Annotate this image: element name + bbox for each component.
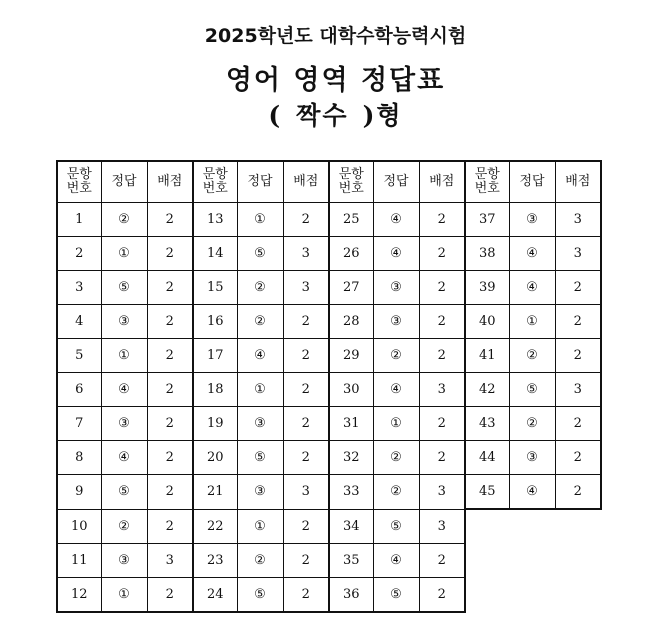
answer-cell: ② — [373, 441, 419, 475]
points-cell: 2 — [147, 577, 193, 612]
question-number-cell: 20 — [193, 441, 237, 475]
answer-cell: ④ — [373, 373, 419, 407]
question-number-cell: 1 — [57, 203, 101, 237]
table-row — [57, 441, 601, 475]
form-type-label — [0, 96, 671, 132]
answer-key-table — [56, 160, 602, 613]
table-row — [57, 203, 601, 237]
empty-cell — [509, 509, 555, 543]
points-cell: 3 — [147, 543, 193, 577]
question-number-cell: 34 — [329, 509, 373, 543]
answer-cell: ② — [101, 203, 147, 237]
empty-cell — [465, 577, 509, 612]
points-cell: 2 — [147, 475, 193, 510]
answer-cell: ② — [373, 339, 419, 373]
points-cell: 2 — [147, 509, 193, 543]
points-cell: 2 — [419, 305, 465, 339]
points-cell: 2 — [555, 407, 601, 441]
question-number-cell: 30 — [329, 373, 373, 407]
answer-cell: ⑤ — [237, 237, 283, 271]
points-cell: 2 — [555, 271, 601, 305]
answer-cell: ② — [237, 543, 283, 577]
answer-cell: ④ — [509, 271, 555, 305]
question-number-cell: 22 — [193, 509, 237, 543]
answer-cell: ⑤ — [237, 441, 283, 475]
table-body — [57, 203, 601, 612]
answer-cell: ④ — [373, 203, 419, 237]
points-cell: 2 — [283, 203, 329, 237]
points-cell: 2 — [147, 441, 193, 475]
points-cell: 3 — [283, 271, 329, 305]
points-cell: 2 — [283, 441, 329, 475]
empty-cell — [509, 543, 555, 577]
question-number-cell: 2 — [57, 237, 101, 271]
question-number-cell: 4 — [57, 305, 101, 339]
subject-title: 영어 영역 정답표 — [225, 65, 446, 96]
question-number-cell: 45 — [465, 475, 509, 510]
answer-cell: ⑤ — [101, 271, 147, 305]
answer-cell: ⑤ — [373, 577, 419, 612]
answer-cell: ② — [509, 407, 555, 441]
points-cell: 3 — [419, 373, 465, 407]
answer-cell: ② — [237, 305, 283, 339]
form-close-paren: )형 — [362, 101, 403, 130]
points-cell: 3 — [555, 237, 601, 271]
question-number-cell: 12 — [57, 577, 101, 612]
header-question-number — [193, 161, 237, 203]
points-cell: 2 — [419, 543, 465, 577]
table-row — [57, 509, 601, 543]
answer-cell: ④ — [509, 475, 555, 510]
points-cell: 2 — [147, 407, 193, 441]
table-row — [57, 373, 601, 407]
header-points: 배점 — [555, 161, 601, 203]
answer-cell: ① — [237, 203, 283, 237]
points-cell: 2 — [147, 373, 193, 407]
table-row — [57, 237, 601, 271]
empty-cell — [509, 577, 555, 612]
question-number-cell: 44 — [465, 441, 509, 475]
question-number-cell: 15 — [193, 271, 237, 305]
question-number-cell: 43 — [465, 407, 509, 441]
points-cell: 2 — [419, 271, 465, 305]
form-parity: 짝수 — [296, 101, 349, 130]
points-cell: 3 — [283, 475, 329, 510]
header-question-number-line1: 문항 — [202, 167, 228, 182]
answer-cell: ① — [237, 509, 283, 543]
empty-cell — [555, 509, 601, 543]
question-number-cell: 11 — [57, 543, 101, 577]
points-cell: 2 — [147, 237, 193, 271]
question-number-cell: 36 — [329, 577, 373, 612]
question-number-cell: 9 — [57, 475, 101, 510]
points-cell: 2 — [419, 237, 465, 271]
answer-cell: ④ — [373, 237, 419, 271]
header-answer: 정답 — [101, 161, 147, 203]
answer-cell: ③ — [237, 475, 283, 510]
question-number-cell: 42 — [465, 373, 509, 407]
question-number-cell: 29 — [329, 339, 373, 373]
answer-cell: ③ — [237, 407, 283, 441]
table-row — [57, 407, 601, 441]
points-cell: 2 — [419, 203, 465, 237]
question-number-cell: 18 — [193, 373, 237, 407]
answer-cell: ③ — [509, 441, 555, 475]
table-row — [57, 577, 601, 612]
question-number-cell: 13 — [193, 203, 237, 237]
table-row — [57, 339, 601, 373]
points-cell: 2 — [555, 305, 601, 339]
points-cell: 2 — [283, 509, 329, 543]
answer-cell: ④ — [101, 373, 147, 407]
header-question-number-line2: 번호 — [202, 181, 228, 196]
answer-cell: ④ — [509, 237, 555, 271]
answer-cell: ② — [373, 475, 419, 510]
answer-cell: ③ — [101, 407, 147, 441]
header-question-number-line2: 번호 — [66, 181, 92, 196]
answer-cell: ③ — [373, 305, 419, 339]
header-question-number-line1: 문항 — [66, 167, 92, 182]
question-number-cell: 25 — [329, 203, 373, 237]
empty-cell — [465, 543, 509, 577]
question-number-cell: 40 — [465, 305, 509, 339]
header-answer: 정답 — [237, 161, 283, 203]
header-points: 배점 — [147, 161, 193, 203]
answer-cell: ① — [509, 305, 555, 339]
points-cell: 2 — [283, 543, 329, 577]
answer-cell: ④ — [373, 543, 419, 577]
answer-cell: ① — [101, 237, 147, 271]
question-number-cell: 24 — [193, 577, 237, 612]
empty-cell — [465, 509, 509, 543]
question-number-cell: 26 — [329, 237, 373, 271]
question-number-cell: 27 — [329, 271, 373, 305]
points-cell: 2 — [283, 339, 329, 373]
table-header-row — [57, 161, 601, 203]
points-cell: 2 — [419, 339, 465, 373]
answer-cell: ③ — [373, 271, 419, 305]
question-number-cell: 19 — [193, 407, 237, 441]
header-question-number — [57, 161, 101, 203]
table-row — [57, 271, 601, 305]
header-points: 배점 — [419, 161, 465, 203]
points-cell: 2 — [283, 373, 329, 407]
header-points: 배점 — [283, 161, 329, 203]
points-cell: 3 — [419, 475, 465, 510]
question-number-cell: 16 — [193, 305, 237, 339]
question-number-cell: 5 — [57, 339, 101, 373]
points-cell: 2 — [283, 407, 329, 441]
exam-title: 2025학년도 대학수학능력시험 — [204, 25, 467, 47]
points-cell: 2 — [419, 441, 465, 475]
question-number-cell: 23 — [193, 543, 237, 577]
question-number-cell: 7 — [57, 407, 101, 441]
question-number-cell: 41 — [465, 339, 509, 373]
question-number-cell: 10 — [57, 509, 101, 543]
header-question-number-line1: 문항 — [474, 167, 500, 182]
question-number-cell: 3 — [57, 271, 101, 305]
question-number-cell: 37 — [465, 203, 509, 237]
answer-cell: ⑤ — [101, 475, 147, 510]
answer-cell: ⑤ — [373, 509, 419, 543]
question-number-cell: 17 — [193, 339, 237, 373]
question-number-cell: 6 — [57, 373, 101, 407]
header-answer: 정답 — [509, 161, 555, 203]
question-number-cell: 14 — [193, 237, 237, 271]
question-number-cell: 32 — [329, 441, 373, 475]
header-question-number-line2: 번호 — [474, 181, 500, 196]
empty-cell — [555, 577, 601, 612]
table-row — [57, 475, 601, 510]
answer-cell: ② — [237, 271, 283, 305]
points-cell: 2 — [419, 577, 465, 612]
table-row — [57, 305, 601, 339]
answer-cell: ④ — [237, 339, 283, 373]
answer-cell: ② — [101, 509, 147, 543]
answer-cell: ① — [237, 373, 283, 407]
answer-cell: ① — [101, 339, 147, 373]
question-number-cell: 8 — [57, 441, 101, 475]
empty-cell — [555, 543, 601, 577]
points-cell: 2 — [283, 577, 329, 612]
points-cell: 2 — [283, 305, 329, 339]
points-cell: 2 — [147, 203, 193, 237]
points-cell: 3 — [419, 509, 465, 543]
answer-cell: ② — [509, 339, 555, 373]
question-number-cell: 21 — [193, 475, 237, 510]
points-cell: 2 — [555, 339, 601, 373]
answer-cell: ① — [101, 577, 147, 612]
form-open-paren: ( — [268, 101, 283, 130]
points-cell: 3 — [555, 373, 601, 407]
points-cell: 3 — [283, 237, 329, 271]
header-question-number — [465, 161, 509, 203]
table-row — [57, 543, 601, 577]
header-question-number — [329, 161, 373, 203]
question-number-cell: 38 — [465, 237, 509, 271]
points-cell: 2 — [555, 441, 601, 475]
question-number-cell: 33 — [329, 475, 373, 510]
header-question-number-line1: 문항 — [338, 167, 364, 182]
answer-cell: ⑤ — [509, 373, 555, 407]
answer-cell: ⑤ — [237, 577, 283, 612]
answer-cell: ③ — [101, 543, 147, 577]
answer-cell: ① — [373, 407, 419, 441]
question-number-cell: 28 — [329, 305, 373, 339]
question-number-cell: 39 — [465, 271, 509, 305]
points-cell: 3 — [555, 203, 601, 237]
header-answer: 정답 — [373, 161, 419, 203]
points-cell: 2 — [555, 475, 601, 510]
points-cell: 2 — [147, 305, 193, 339]
points-cell: 2 — [419, 407, 465, 441]
answer-cell: ④ — [101, 441, 147, 475]
answer-cell: ③ — [101, 305, 147, 339]
points-cell: 2 — [147, 339, 193, 373]
question-number-cell: 31 — [329, 407, 373, 441]
answer-cell: ③ — [509, 203, 555, 237]
question-number-cell: 35 — [329, 543, 373, 577]
header-question-number-line2: 번호 — [338, 181, 364, 196]
points-cell: 2 — [147, 271, 193, 305]
